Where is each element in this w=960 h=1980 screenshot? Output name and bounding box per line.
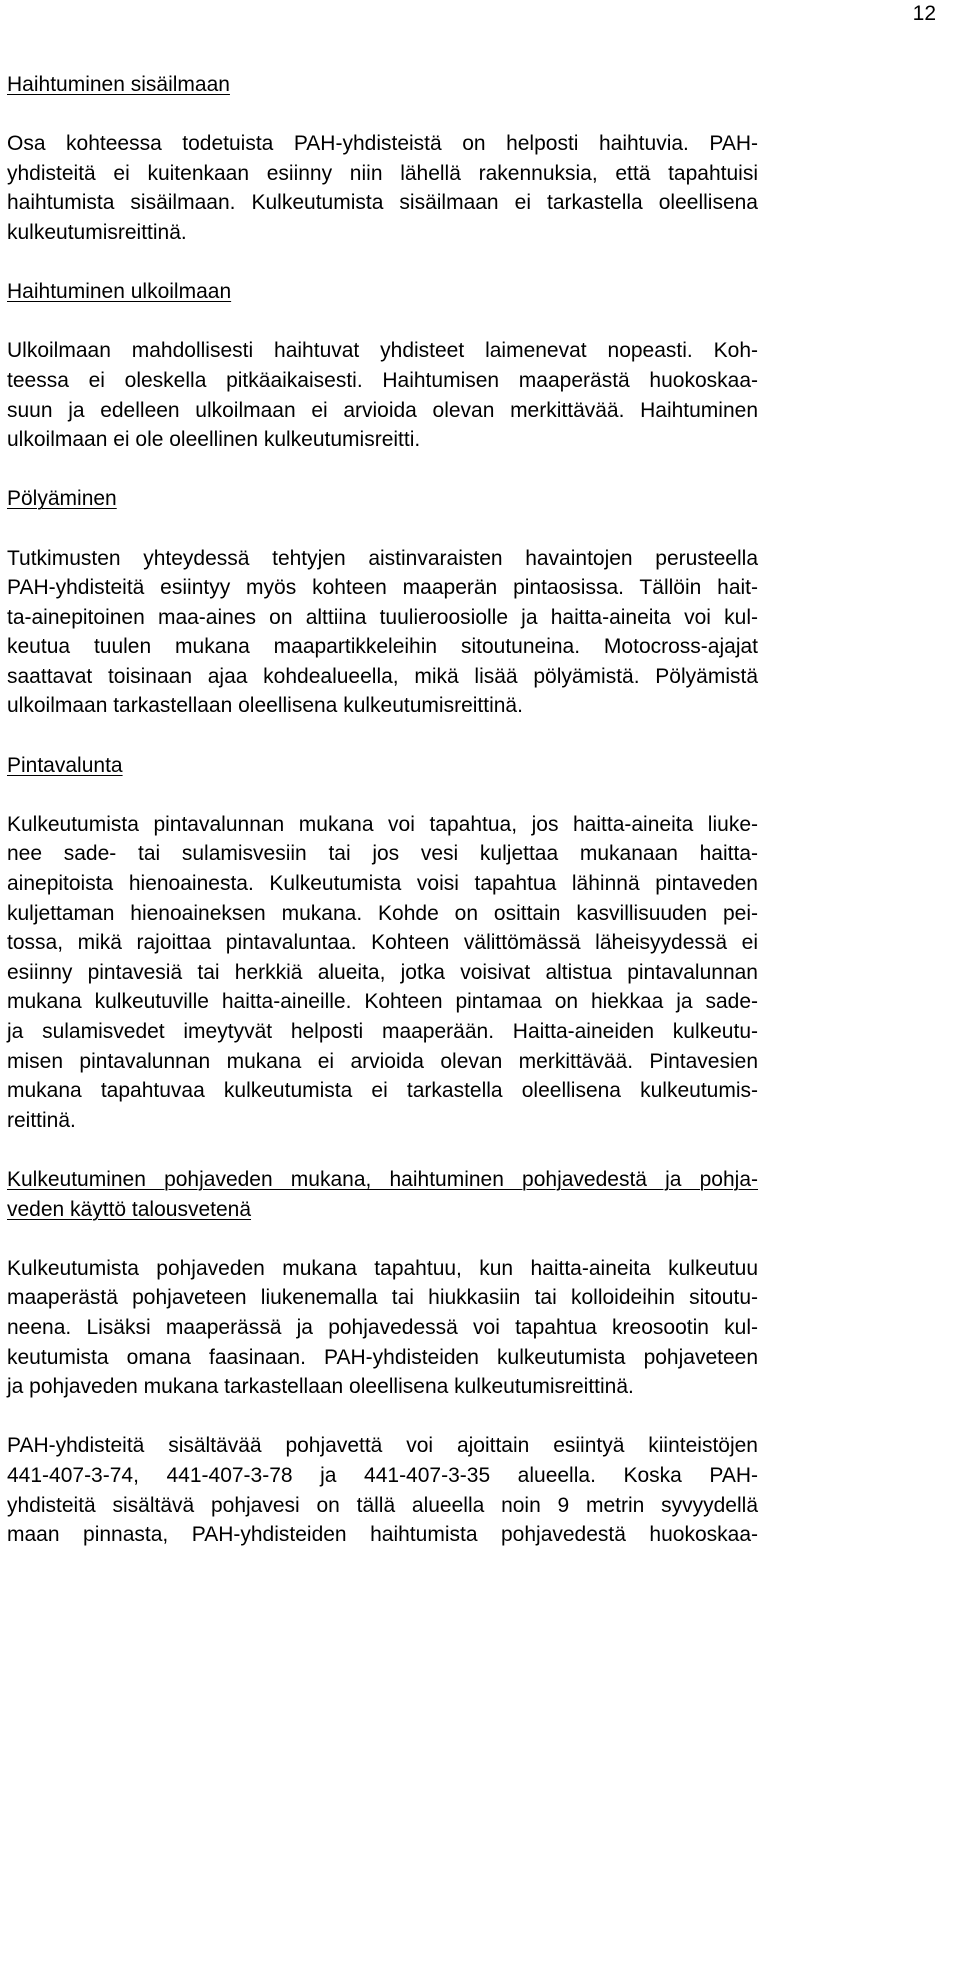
paragraph-polyaminen [7,544,758,722]
heading-haihtuminen-sisailmaan: Haihtuminen sisäilmaan [7,73,230,96]
text-line: yhdisteitä ei kuitenkaan esiinny niin lähellä rakennuksia, että tapahtuisi [7,161,758,185]
paragraph-pintavalunta [7,810,758,1136]
text-line: haihtumista sisäilmaan. Kulkeutumista sisäilmaan ei tarkastella oleellisena [7,191,758,215]
paragraph-pohjavesi [7,1254,758,1402]
document-body [7,70,758,1550]
heading-polyaminen: Pölyäminen [7,487,117,511]
text-line: ta-ainepitoinen maa-aines on alttiina tuulieroosiolle ja haitta-aineita voi kul- [7,605,758,629]
text-line: keutumista omana faasinaan. PAH-yhdisteiden kulkeutumista pohjaveteen [7,1345,758,1369]
text-line: ja sulamisvedet imeytyvät helposti maaperään. Haitta-aineiden kulkeutu- [7,1020,758,1043]
text-line: ja pohjaveden mukana tarkastellaan oleellisena kulkeutumisreittinä. [7,1375,634,1399]
paragraph-pohjavesi-2 [7,1431,758,1549]
paragraph-ulkoilma [7,336,758,454]
heading-pohjavesi: Kulkeutuminen pohjaveden mukana, haihtuminen pohjavedestä ja pohja- [7,1167,758,1191]
text-line: esiinny pintavesiä tai herkkiä alueita, jotka voisivat altistua pintavalunnan [7,960,758,984]
heading-pintavalunta: Pintavalunta [7,753,123,777]
text-line: PAH-yhdisteitä sisältävää pohjavettä voi ajoittain esiintyä kiinteistöjen [7,1434,758,1458]
text-line: saattavat toisinaan ajaa kohdealueella, mikä lisää pölyämistä. Pölyämistä [7,664,758,688]
text-line: Osa kohteessa todetuista PAH-yhdisteistä on helposti haihtuvia. PAH- [7,132,758,156]
page-number: 12 [912,2,936,25]
text-line: nee sade- tai sulamisvesiin tai jos vesi kuljettaa mukanaan haitta- [7,842,758,866]
text-line: misen pintavalunnan mukana ei arvioida olevan merkittävää. Pintavesien [7,1049,758,1073]
text-line: reittinä. [7,1108,76,1132]
heading-haihtuminen-ulkoilmaan: Haihtuminen ulkoilmaan [7,280,232,304]
text-line: ulkoilmaan tarkastellaan oleellisena kulkeutumisreittinä. [7,694,523,718]
text-line: neena. Lisäksi maaperässä ja pohjavedessä voi tapahtua kreosootin kul- [7,1315,758,1339]
paragraph-sisailma [7,129,758,247]
text-line: yhdisteitä sisältävä pohjavesi on tällä alueella noin 9 metrin syvyydellä [7,1493,758,1517]
heading-pohjavesi-cont: veden käyttö talousvetenä [7,1197,252,1221]
text-line: Ulkoilmaan mahdollisesti haihtuvat yhdisteet laimenevat nopeasti. Koh- [7,339,758,363]
text-line: kulkeutumisreittinä. [7,220,187,244]
text-line: mukana kulkeutuville haitta-aineille. Kohteen pintamaa on hiekkaa ja sade- [7,990,758,1014]
text-line: keutua tuulen mukana maapartikkeleihin sitoutuneina. Motocross-ajajat [7,635,758,659]
text-line: Kulkeutumista pintavalunnan mukana voi tapahtua, jos haitta-aineita liuke- [7,812,758,836]
text-line: maaperästä pohjaveteen liukenemalla tai hiukkasiin tai kolloideihin sitoutu- [7,1286,758,1310]
text-line: ulkoilmaan ei ole oleellinen kulkeutumisreitti. [7,428,421,452]
text-line: ainepitoista hienoainesta. Kulkeutumista voisi tapahtua lähinnä pintaveden [7,872,758,896]
text-line: PAH-yhdisteitä esiintyy myös kohteen maaperän pintaosissa. Tällöin hait- [7,576,758,600]
text-line: teessa ei oleskella pitkäaikaisesti. Haihtumisen maaperästä huokoskaa- [7,368,758,392]
text-line: Tutkimusten yhteydessä tehtyjen aistinvaraisten havaintojen perusteella [7,546,758,570]
text-line: suun ja edelleen ulkoilmaan ei arvioida olevan merkittävää. Haihtuminen [7,398,758,422]
text-line: maan pinnasta, PAH-yhdisteiden haihtumista pohjavedestä huokoskaa- [7,1523,758,1547]
text-line: 441-407-3-74, 441-407-3-78 ja 441-407-3-35 alueella. Koska PAH- [7,1463,758,1487]
text-line: mukana tapahtuvaa kulkeutumista ei tarkastella oleellisena kulkeutumis- [7,1079,758,1103]
text-line: tossa, mikä rajoittaa pintavaluntaa. Kohteen välittömässä läheisyydessä ei [7,931,758,955]
text-line: Kulkeutumista pohjaveden mukana tapahtuu, kun haitta-aineita kulkeutuu [7,1256,758,1280]
text-line: kuljettaman hienoaineksen mukana. Kohde on osittain kasvillisuuden pei- [7,901,758,925]
